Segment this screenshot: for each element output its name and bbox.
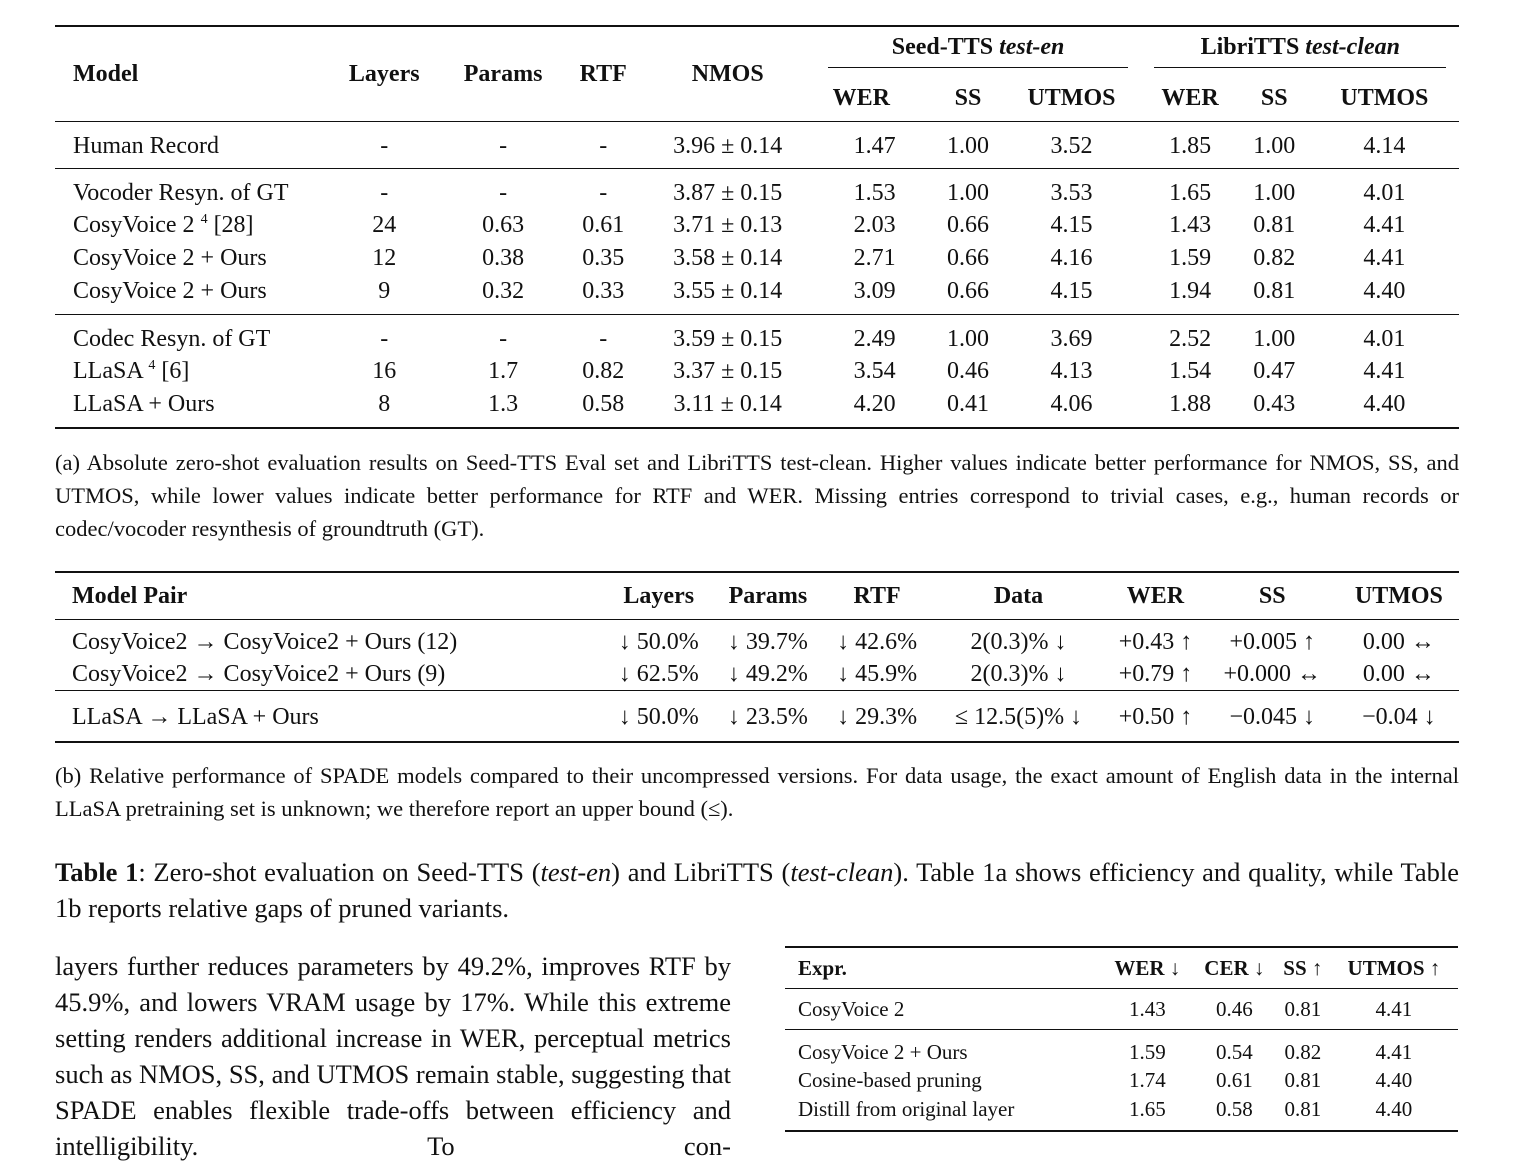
value-cell: 1.00 — [935, 315, 1002, 356]
value-cell: ↓ 23.5% — [713, 691, 822, 743]
value-cell: ↓ 29.3% — [823, 691, 932, 743]
caption-text: : Zero-shot evaluation on Seed-TTS ( — [138, 857, 541, 887]
value-cell: 3.87 ± 0.15 — [641, 169, 815, 210]
col-model: Model — [73, 60, 139, 87]
value-cell: +0.79 ↑ — [1118, 660, 1193, 687]
value-cell: 1.7 — [488, 358, 519, 384]
model-cell — [55, 388, 328, 428]
table-1-caption — [55, 854, 1459, 926]
model-cell — [55, 122, 328, 169]
value-cell: 0.81 — [1284, 996, 1322, 1021]
value-cell: - — [566, 169, 641, 210]
value-cell: 0.82 — [1253, 245, 1296, 271]
value-cell: +0.50 ↑ — [1105, 691, 1205, 743]
value-cell: 4.40 — [1375, 1068, 1413, 1093]
value-cell: 3.54 — [853, 358, 896, 384]
table-ablation — [785, 946, 1458, 1132]
value-cell: 4.15 — [1050, 278, 1093, 304]
model-name: Vocoder Resyn. of GT — [73, 179, 289, 206]
value-cell: - — [440, 315, 565, 356]
libri-group-label: LibriTTS — [1200, 34, 1300, 60]
caption-text: ) and LibriTTS ( — [611, 857, 791, 887]
value-cell: 2(0.3)% ↓ — [970, 628, 1067, 655]
table-row — [55, 209, 1459, 242]
value-cell: +0.43 ↑ — [1118, 628, 1193, 655]
value-cell: 0.32 — [482, 278, 525, 304]
model-cell — [55, 275, 328, 315]
value-cell: 0.66 — [946, 212, 989, 238]
col-header: RTF — [823, 572, 932, 620]
value-cell: 9 — [378, 278, 391, 304]
value-cell: 1.53 — [815, 169, 935, 210]
model-name: Codec Resyn. of GT — [73, 325, 271, 352]
caption-text: ). Table 1a shows efficiency and quality, while Table 1b reports relative gaps of pruned variants. — [55, 857, 1459, 923]
model-cell — [55, 315, 328, 356]
value-cell: 0.00 ↔ — [1362, 660, 1435, 687]
value-cell: 16 — [372, 358, 397, 384]
value-cell: 3.11 ± 0.14 — [673, 391, 782, 417]
value-cell: 3.52 — [1001, 122, 1141, 169]
model-name: CosyVoice 2 — [73, 212, 195, 238]
value-cell: 4.40 — [1363, 278, 1406, 304]
model-name: Human Record — [73, 132, 219, 159]
value-cell: 4.41 — [1363, 358, 1406, 384]
value-cell: 3.59 ± 0.15 — [641, 315, 815, 356]
col-header: Layers — [604, 572, 713, 620]
value-cell: 1.54 — [1169, 358, 1212, 384]
table-row — [55, 275, 1459, 315]
model-cell — [55, 169, 328, 210]
value-cell: 0.43 — [1253, 391, 1296, 417]
table-row — [785, 1095, 1458, 1131]
value-cell: +0.005 ↑ — [1229, 628, 1315, 655]
value-cell: 0.66 — [946, 278, 989, 304]
value-cell: 4.40 — [1363, 391, 1406, 417]
value-cell: 0.61 — [582, 212, 625, 238]
value-cell: 1.47 — [815, 122, 935, 169]
col-header: Data — [932, 572, 1106, 620]
value-cell: 1.65 — [1142, 169, 1239, 210]
value-cell: 4.20 — [853, 391, 896, 417]
value-cell: 2.71 — [853, 245, 896, 271]
table-row — [55, 658, 1459, 691]
table-row — [55, 242, 1459, 275]
col-group-libritts — [1142, 26, 1459, 75]
value-cell: 4.41 — [1363, 245, 1406, 271]
value-cell: ↓ 50.0% — [604, 691, 713, 743]
table-1a-absolute-results — [55, 25, 1459, 429]
value-cell: ↓ 45.9% — [837, 660, 918, 687]
value-cell: 0.54 — [1193, 1030, 1276, 1067]
experiment-cell: CosyVoice 2 — [798, 996, 905, 1021]
table-row — [55, 355, 1459, 388]
value-cell: 1.65 — [1128, 1096, 1166, 1121]
value-cell: ↓ 42.6% — [837, 628, 918, 655]
value-cell: 4.41 — [1330, 1030, 1458, 1067]
value-cell: 0.35 — [582, 245, 625, 271]
value-cell: −0.04 ↓ — [1339, 691, 1459, 743]
value-cell: −0.045 ↓ — [1206, 691, 1339, 743]
col-rtf: RTF — [579, 60, 627, 87]
value-cell: 24 — [372, 212, 397, 238]
footnote-mark: 4 — [148, 358, 156, 373]
value-cell: 1.00 — [935, 122, 1002, 169]
value-cell: 3.53 — [1001, 169, 1141, 210]
col-header: WER ↓ — [1102, 947, 1193, 989]
model-name: CosyVoice 2 + Ours — [73, 278, 267, 304]
value-cell: 3.58 ± 0.14 — [673, 245, 783, 271]
col-wer: WER — [1161, 84, 1219, 111]
value-cell: 0.41 — [946, 391, 989, 417]
value-cell: 1.00 — [935, 169, 1002, 210]
value-cell: - — [328, 169, 440, 210]
col-header: Params — [713, 572, 822, 620]
col-nmos: NMOS — [691, 60, 764, 87]
col-header: WER — [1105, 572, 1205, 620]
value-cell: 0.46 — [1215, 996, 1253, 1021]
table-row — [55, 122, 1459, 169]
value-cell: 4.40 — [1375, 1096, 1413, 1121]
col-group-seed-tts — [815, 26, 1142, 75]
value-cell: 3.71 ± 0.13 — [673, 212, 783, 238]
table-row — [55, 620, 1459, 659]
value-cell: 1.94 — [1169, 278, 1212, 304]
table-1-label: Table 1 — [55, 857, 139, 887]
value-cell: 4.16 — [1050, 245, 1093, 271]
col-wer: WER — [832, 84, 890, 111]
libri-group-subset: test-clean — [1305, 34, 1400, 60]
value-cell: ↓ 50.0% — [618, 628, 699, 655]
table-1b-caption: (b) Relative performance of SPADE models compared to their uncompressed versions. For data usage, the exact amount of English data in the internal LLaSA pretraining set is unknown; we therefore report an upper bound (≤). — [55, 763, 1459, 821]
value-cell: 2(0.3)% ↓ — [970, 660, 1067, 687]
value-cell: 3.55 ± 0.14 — [673, 278, 783, 304]
experiment-cell: Cosine-based pruning — [798, 1068, 982, 1093]
value-cell: 0.81 — [1253, 278, 1296, 304]
col-header: Model Pair — [55, 572, 604, 620]
value-cell: 1.43 — [1169, 212, 1212, 238]
model-cell — [55, 242, 328, 275]
value-cell: 4.06 — [1050, 391, 1093, 417]
value-cell: 4.15 — [1050, 212, 1093, 238]
citation: [28] — [213, 212, 254, 238]
table-1a-caption: (a) Absolute zero-shot evaluation results on Seed-TTS Eval set and LibriTTS test-clean. Higher values indicate better performance for NMOS, SS, and UTMOS, while lower values indicate better performance for RTF and WER. Missing entries correspond to trivial cases, e.g., human records or codec/vocoder resynthesis of groundtruth (GT). — [55, 450, 1459, 541]
experiment-cell: CosyVoice 2 + Ours — [785, 1030, 1102, 1067]
value-cell: 0.82 — [1276, 1030, 1330, 1067]
model-name: LLaSA — [73, 358, 143, 384]
value-cell: - — [328, 315, 440, 356]
citation: [6] — [161, 358, 190, 384]
value-cell: 1.88 — [1169, 391, 1212, 417]
value-cell: 1.00 — [1239, 315, 1310, 356]
value-cell: +0.000 ↔ — [1223, 660, 1321, 687]
footnote-mark: 4 — [200, 212, 208, 227]
col-header: Expr. — [785, 947, 1102, 989]
value-cell: 4.14 — [1310, 122, 1459, 169]
value-cell: 4.01 — [1310, 169, 1459, 210]
model-pair-cell: LLaSA → LLaSA + Ours — [55, 691, 604, 743]
value-cell: 3.96 ± 0.14 — [641, 122, 815, 169]
value-cell: - — [328, 122, 440, 169]
value-cell: - — [440, 169, 565, 210]
value-cell: - — [566, 315, 641, 356]
value-cell: 4.41 — [1375, 996, 1413, 1021]
value-cell: 0.81 — [1284, 1068, 1322, 1093]
value-cell: 0.33 — [582, 278, 625, 304]
experiment-cell: Distill from original layer — [798, 1096, 1015, 1121]
caption-italic: test-en — [540, 857, 612, 887]
table-row — [785, 1030, 1458, 1067]
model-pair-cell: CosyVoice2 → CosyVoice2 + Ours (9) — [72, 660, 446, 687]
value-cell: 0.63 — [482, 212, 525, 238]
table-row — [55, 388, 1459, 428]
model-name: CosyVoice 2 + Ours — [73, 245, 267, 271]
seed-group-label: Seed-TTS — [891, 34, 994, 60]
value-cell: 0.58 — [582, 391, 625, 417]
value-cell: - — [440, 122, 565, 169]
value-cell: ↓ 62.5% — [618, 660, 699, 687]
value-cell: 1.59 — [1102, 1030, 1193, 1067]
col-header: SS — [1206, 572, 1339, 620]
value-cell: 0.58 — [1215, 1096, 1253, 1121]
value-cell: 4.13 — [1050, 358, 1093, 384]
value-cell: ↓ 39.7% — [727, 628, 808, 655]
col-utmos: UTMOS — [1340, 84, 1429, 111]
table-row — [55, 169, 1459, 210]
value-cell: 2.03 — [853, 212, 896, 238]
col-header: UTMOS — [1339, 572, 1459, 620]
value-cell: 1.00 — [1239, 169, 1310, 210]
value-cell: 12 — [372, 245, 397, 271]
value-cell: 0.66 — [946, 245, 989, 271]
value-cell: 1.59 — [1169, 245, 1212, 271]
value-cell: 2.52 — [1142, 315, 1239, 356]
value-cell: 1.85 — [1142, 122, 1239, 169]
value-cell: 1.00 — [1239, 122, 1310, 169]
value-cell: 3.09 — [853, 278, 896, 304]
table-row — [785, 989, 1458, 1030]
col-ss: SS — [1260, 84, 1288, 111]
table-row — [55, 315, 1459, 356]
value-cell: 0.81 — [1284, 1096, 1322, 1121]
value-cell: 1.74 — [1128, 1068, 1166, 1093]
value-cell: 1.3 — [488, 391, 519, 417]
value-cell: - — [566, 122, 641, 169]
value-cell: 0.00 ↔ — [1362, 628, 1435, 655]
model-cell — [55, 209, 328, 242]
col-header: UTMOS ↑ — [1330, 947, 1458, 989]
model-pair-cell: CosyVoice2 → CosyVoice2 + Ours (12) — [72, 628, 458, 655]
col-ss: SS — [954, 84, 982, 111]
value-cell: 0.38 — [482, 245, 525, 271]
caption-italic: test-clean — [790, 857, 894, 887]
value-cell: 0.47 — [1253, 358, 1296, 384]
col-utmos: UTMOS — [1027, 84, 1116, 111]
value-cell: 3.69 — [1001, 315, 1141, 356]
value-cell: ≤ 12.5(5)% ↓ — [932, 691, 1106, 743]
value-cell: 0.61 — [1215, 1068, 1253, 1093]
table-row — [785, 1067, 1458, 1096]
model-name: LLaSA + Ours — [73, 391, 215, 417]
col-header: SS ↑ — [1276, 947, 1330, 989]
value-cell: ↓ 49.2% — [727, 660, 808, 687]
value-cell: 0.81 — [1253, 212, 1296, 238]
col-layers: Layers — [348, 60, 420, 87]
value-cell: 0.46 — [946, 358, 989, 384]
body-paragraph: layers further reduces parameters by 49.2%, improves RTF by 45.9%, and lowers VRAM usage by 17%. While this extreme setting renders additional increase in WER, perceptual metrics such as NMOS, SS, and UTMOS remain stable, suggesting that SPADE enables flexible trade-offs between efficiency and intelligibility. To con- — [55, 951, 731, 1161]
value-cell: 3.37 ± 0.15 — [673, 358, 783, 384]
value-cell: 2.49 — [815, 315, 935, 356]
value-cell: 8 — [378, 391, 391, 417]
value-cell: 4.01 — [1310, 315, 1459, 356]
value-cell: 4.41 — [1363, 212, 1406, 238]
table-row — [55, 691, 1459, 743]
seed-group-subset: test-en — [999, 34, 1065, 60]
col-params: Params — [463, 60, 543, 87]
model-cell — [55, 355, 328, 388]
col-header: CER ↓ — [1193, 947, 1276, 989]
table-1b-relative-results — [55, 571, 1459, 743]
value-cell: 0.82 — [582, 358, 625, 384]
value-cell: 1.43 — [1128, 996, 1166, 1021]
